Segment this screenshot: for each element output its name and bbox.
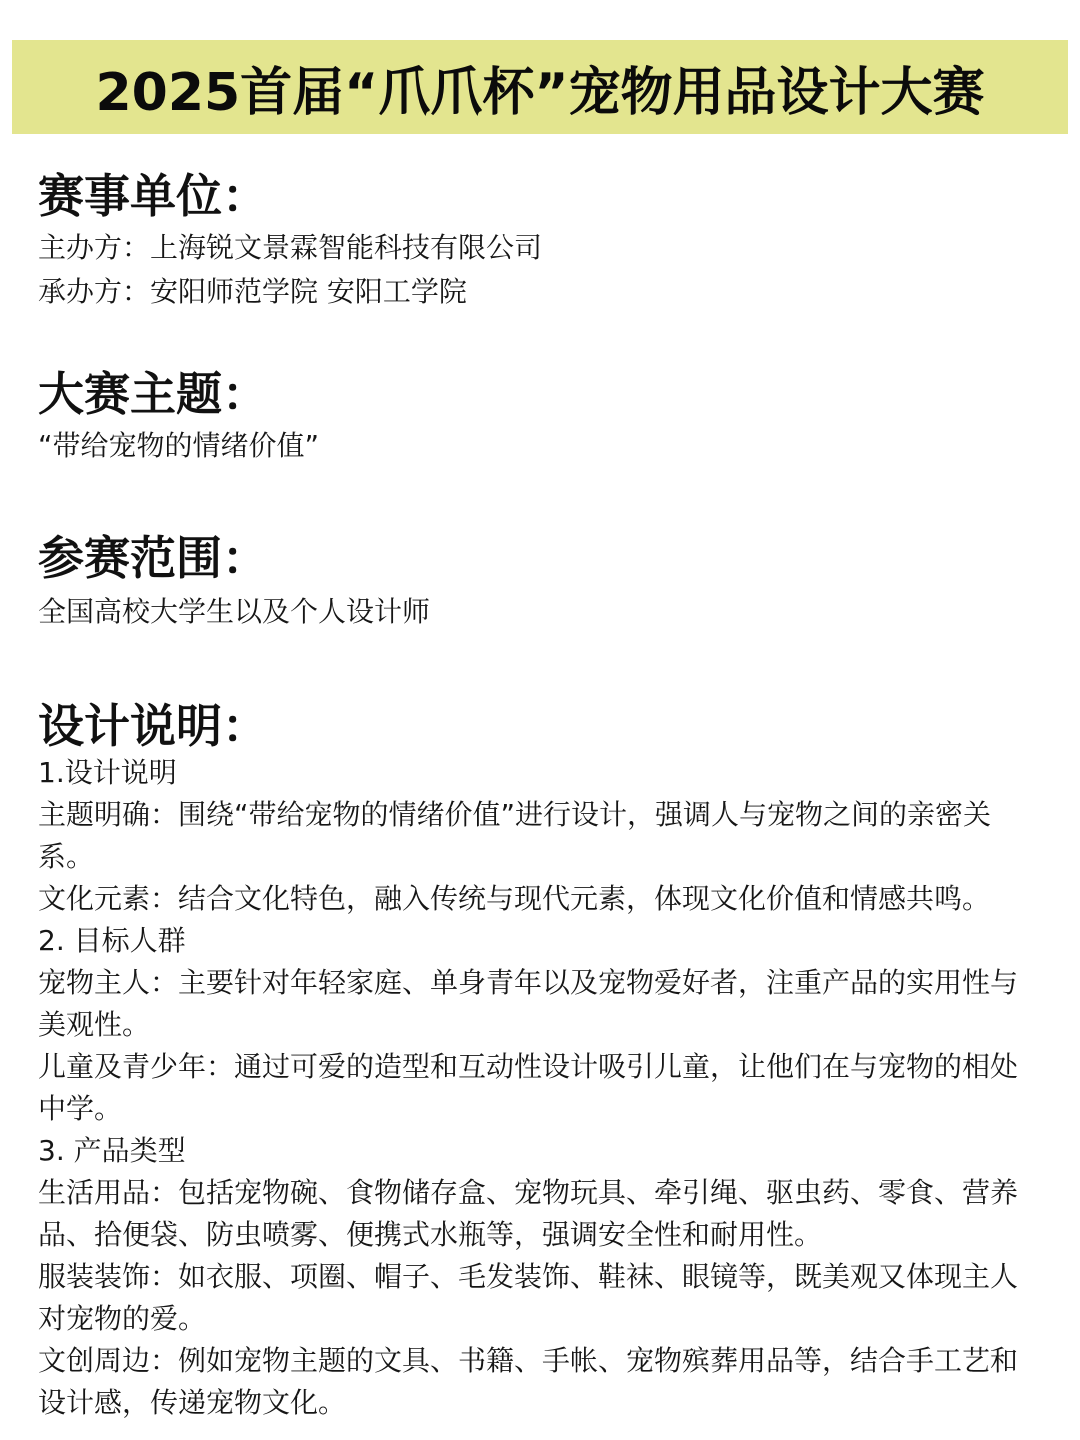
host-line: 主办方：上海锐文景霖智能科技有限公司 (38, 231, 543, 264)
theme-heading: 大赛主题： (38, 367, 268, 421)
undertaker-line: 承办方：安阳师范学院 安阳工学院 (38, 275, 467, 308)
design-item-owners: 宠物主人：主要针对年轻家庭、单身青年以及宠物爱好者，注重产品的实用性与美观性。 (38, 966, 1019, 1041)
organizers-heading: 赛事单位： (38, 169, 268, 223)
title-banner (12, 40, 1068, 134)
design-heading: 设计说明： (38, 699, 268, 753)
design-body (38, 752, 1042, 1424)
scope-text: 全国高校大学生以及个人设计师 (38, 595, 431, 628)
design-item-culture: 文化元素：结合文化特色，融入传统与现代元素，体现文化价值和情感共鸣。 (38, 882, 991, 915)
design-item-apparel: 服装装饰：如衣服、项圈、帽子、毛发装饰、鞋袜、眼镜等，既美观又体现主人 对宠物的爱。 (38, 1260, 1019, 1335)
design-item-creative: 文创周边：例如宠物主题的文具、书籍、手帐、宠物殡葬用品等，结合手工艺和设计感，传递宠物文化。 (38, 1344, 1019, 1419)
design-subheading-3: 3. 产品类型 (38, 1134, 186, 1167)
design-subheading-2: 2. 目标人群 (38, 924, 186, 957)
scope-heading: 参赛范围： (38, 531, 268, 585)
theme-text: “带给宠物的情绪价值” (38, 429, 320, 462)
design-item-children: 儿童及青少年：通过可爱的造型和互动性设计吸引儿童，让他们在与宠物的相处中学。 (38, 1050, 1019, 1125)
design-subheading-1: 1.设计说明 (38, 756, 177, 789)
design-item-theme: 主题明确：围绕“带给宠物的情绪价值”进行设计，强调人与宠物之间的亲密关系。 (38, 798, 992, 873)
design-item-daily-goods: 生活用品：包括宠物碗、食物储存盒、宠物玩具、牵引绳、驱虫药、零食、营养 品、拾便袋、防虫喷雾、便携式水瓶等，强调安全性和耐用性。 (38, 1176, 1019, 1251)
page-title: 2025首届“爪爪杯”宠物用品设计大赛 (95, 62, 985, 123)
